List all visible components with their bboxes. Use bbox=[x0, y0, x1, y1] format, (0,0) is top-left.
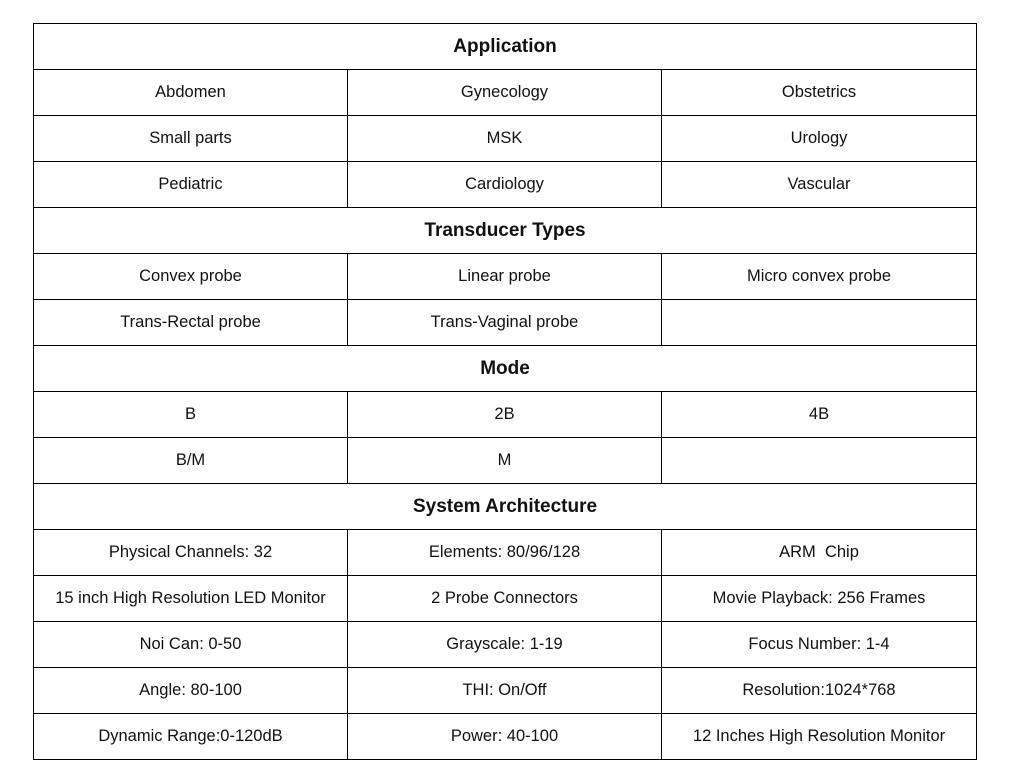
table-cell: B bbox=[34, 392, 348, 438]
section-title-application: Application bbox=[34, 24, 977, 70]
table-row bbox=[34, 300, 977, 346]
section-title-mode: Mode bbox=[34, 346, 977, 392]
table-cell: Trans-Vaginal probe bbox=[348, 300, 662, 346]
table-cell: Power: 40-100 bbox=[348, 714, 662, 760]
spec-table bbox=[33, 23, 977, 760]
table-row bbox=[34, 668, 977, 714]
table-cell: Abdomen bbox=[34, 70, 348, 116]
table-cell: Angle: 80-100 bbox=[34, 668, 348, 714]
table-cell: Small parts bbox=[34, 116, 348, 162]
table-cell: ARM Chip bbox=[662, 530, 977, 576]
table-cell: Vascular bbox=[662, 162, 977, 208]
table-cell: M bbox=[348, 438, 662, 484]
section-header-row bbox=[34, 208, 977, 254]
section-header-row bbox=[34, 346, 977, 392]
table-cell: B/M bbox=[34, 438, 348, 484]
table-cell: Gynecology bbox=[348, 70, 662, 116]
table-cell: 15 inch High Resolution LED Monitor bbox=[34, 576, 348, 622]
table-row bbox=[34, 254, 977, 300]
table-cell: Convex probe bbox=[34, 254, 348, 300]
table-row bbox=[34, 530, 977, 576]
table-cell: 2B bbox=[348, 392, 662, 438]
table-cell: MSK bbox=[348, 116, 662, 162]
table-cell: Trans-Rectal probe bbox=[34, 300, 348, 346]
table-row bbox=[34, 438, 977, 484]
table-cell: Micro convex probe bbox=[662, 254, 977, 300]
table-cell: Linear probe bbox=[348, 254, 662, 300]
table-cell: Movie Playback: 256 Frames bbox=[662, 576, 977, 622]
table-cell: Dynamic Range:0-120dB bbox=[34, 714, 348, 760]
section-title-system-architecture: System Architecture bbox=[34, 484, 977, 530]
table-row bbox=[34, 392, 977, 438]
table-cell bbox=[662, 438, 977, 484]
table-row bbox=[34, 70, 977, 116]
table-row bbox=[34, 576, 977, 622]
table-cell: Physical Channels: 32 bbox=[34, 530, 348, 576]
section-title-transducer-types: Transducer Types bbox=[34, 208, 977, 254]
table-cell: Grayscale: 1-19 bbox=[348, 622, 662, 668]
table-row bbox=[34, 622, 977, 668]
table-cell: THI: On/Off bbox=[348, 668, 662, 714]
table-cell: Obstetrics bbox=[662, 70, 977, 116]
table-row bbox=[34, 116, 977, 162]
table-cell: Cardiology bbox=[348, 162, 662, 208]
table-cell: Urology bbox=[662, 116, 977, 162]
table-cell: Noi Can: 0-50 bbox=[34, 622, 348, 668]
table-cell bbox=[662, 300, 977, 346]
section-header-row bbox=[34, 484, 977, 530]
table-cell: Resolution:1024*768 bbox=[662, 668, 977, 714]
section-header-row bbox=[34, 24, 977, 70]
table-cell: Elements: 80/96/128 bbox=[348, 530, 662, 576]
table-cell: 12 Inches High Resolution Monitor bbox=[662, 714, 977, 760]
table-cell: Focus Number: 1-4 bbox=[662, 622, 977, 668]
table-cell: 4B bbox=[662, 392, 977, 438]
table-cell: Pediatric bbox=[34, 162, 348, 208]
table-row bbox=[34, 162, 977, 208]
table-cell: 2 Probe Connectors bbox=[348, 576, 662, 622]
table-row bbox=[34, 714, 977, 760]
